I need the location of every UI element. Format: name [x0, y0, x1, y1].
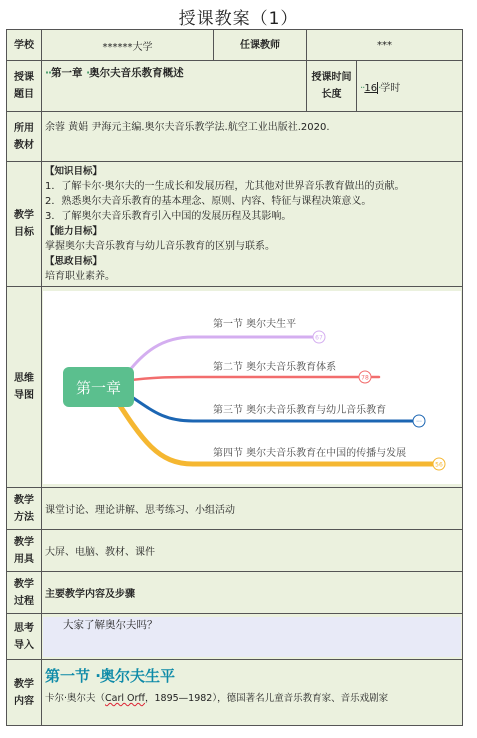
ability-heading: 【能力目标】: [45, 226, 103, 237]
methods-label: 教学方法: [7, 488, 42, 530]
branch-badge-text-2: 78: [361, 374, 369, 381]
marker-dots: ··: [45, 67, 51, 79]
mindmap-svg: [43, 291, 453, 484]
section-heading: [45, 664, 459, 688]
mindmap-root-label: 第一章: [75, 378, 122, 397]
knowledge-item: 2．熟悉奥尔夫音乐教育的基本理念、原则、内容、特征与课程决策意义。: [45, 196, 372, 207]
textbook-label: 所用教材: [7, 112, 42, 162]
branch-label-4: 第四节 奥尔夫音乐教育在中国的传播与发展: [213, 447, 407, 459]
branch-label-3: 第三节 奥尔夫音乐教育与幼儿音乐教育: [213, 404, 387, 416]
quality-text: 培育职业素养。: [45, 271, 115, 282]
content-row: [7, 660, 463, 726]
marker-dots: ·: [95, 667, 100, 685]
content-cell: [42, 660, 463, 726]
goals-label: 教学目标: [7, 162, 42, 287]
content-label: 教学内容: [7, 660, 42, 726]
body-rest: ，1895—1982），德国著名儿童音乐教育家、音乐戏剧家: [144, 693, 389, 704]
intro-box: [43, 617, 461, 657]
process-value: 主要教学内容及步骤: [42, 572, 463, 614]
school-value: ******大学: [42, 30, 214, 61]
marker-dots: ·: [86, 67, 90, 79]
textbook-row: [7, 112, 463, 162]
lesson-plan-table: [6, 29, 463, 726]
intro-row: [7, 614, 463, 660]
section-body: [45, 692, 459, 706]
section-title: 奥尔夫生平: [99, 667, 175, 685]
knowledge-item: 3．了解奥尔夫音乐教育引入中国的发展历程及其影响。: [45, 211, 292, 222]
mindmap-cell: [42, 287, 463, 488]
ability-text: 掌握奥尔夫音乐教育与幼儿音乐教育的区别与联系。: [45, 241, 275, 252]
textbook-value: 余蓉 黄娟 尹海元主编.奥尔夫音乐教学法.航空工业出版社.2020.: [42, 112, 463, 162]
marker-dots: ·: [378, 82, 381, 94]
process-row: [7, 572, 463, 614]
topic-cell: [42, 61, 307, 112]
intro-label: 思考导入: [7, 614, 42, 660]
topic-chapter: 第一章: [50, 67, 83, 79]
marker-dots: ··: [360, 82, 365, 94]
mindmap-row: [7, 287, 463, 488]
process-label: 教学过程: [7, 572, 42, 614]
knowledge-heading: 【知识目标】: [45, 166, 103, 177]
branch-label-1: 第一节 奥尔夫生平: [213, 318, 297, 330]
hours-label: 授课时间长度: [307, 61, 357, 112]
mindmap-label: 思维导图: [7, 287, 42, 488]
branch-label-2: 第二节 奥尔夫音乐教育体系: [213, 361, 337, 373]
branch-badge-text-4: 56: [435, 461, 443, 468]
tools-label: 教学用具: [7, 530, 42, 572]
hours-unit: 学时: [380, 82, 401, 94]
body-english-name: Carl Orff: [105, 693, 145, 704]
topic-title: 奥尔夫音乐教育概述: [89, 67, 184, 79]
section-number: 第一节: [45, 667, 91, 685]
teacher-label: 任课教师: [214, 30, 307, 61]
header-row: [7, 30, 463, 61]
topic-row: [7, 61, 463, 112]
body-name: 卡尔·奥尔夫（: [45, 693, 106, 704]
goals-row: [7, 162, 463, 287]
teacher-value: ***: [307, 30, 463, 61]
branch-badge-text-1: 67: [315, 334, 323, 341]
goals-cell: [42, 162, 463, 287]
page-title: 授课教案（1）: [178, 9, 299, 29]
knowledge-item: 1．了解卡尔·奥尔夫的一生成长和发展历程，尤其他对世界音乐教育做出的贡献。: [45, 181, 405, 192]
quality-heading: 【思政目标】: [45, 256, 103, 267]
hours-value: 16: [364, 82, 378, 94]
intro-text: 大家了解奥尔夫吗？: [63, 618, 158, 631]
school-label: 学校: [7, 30, 42, 61]
branch-badge-text-3: ···: [416, 418, 422, 425]
methods-row: [7, 488, 463, 530]
methods-value: 课堂讨论、理论讲解、思考练习、小组活动: [42, 488, 463, 530]
topic-label: 授课题目: [7, 61, 42, 112]
tools-row: [7, 530, 463, 572]
branch-line-2: [123, 377, 379, 381]
hours-cell: [357, 61, 463, 112]
tools-value: 大屏、电脑、教材、课件: [42, 530, 463, 572]
mindmap: [43, 291, 461, 484]
intro-cell: [42, 614, 463, 660]
